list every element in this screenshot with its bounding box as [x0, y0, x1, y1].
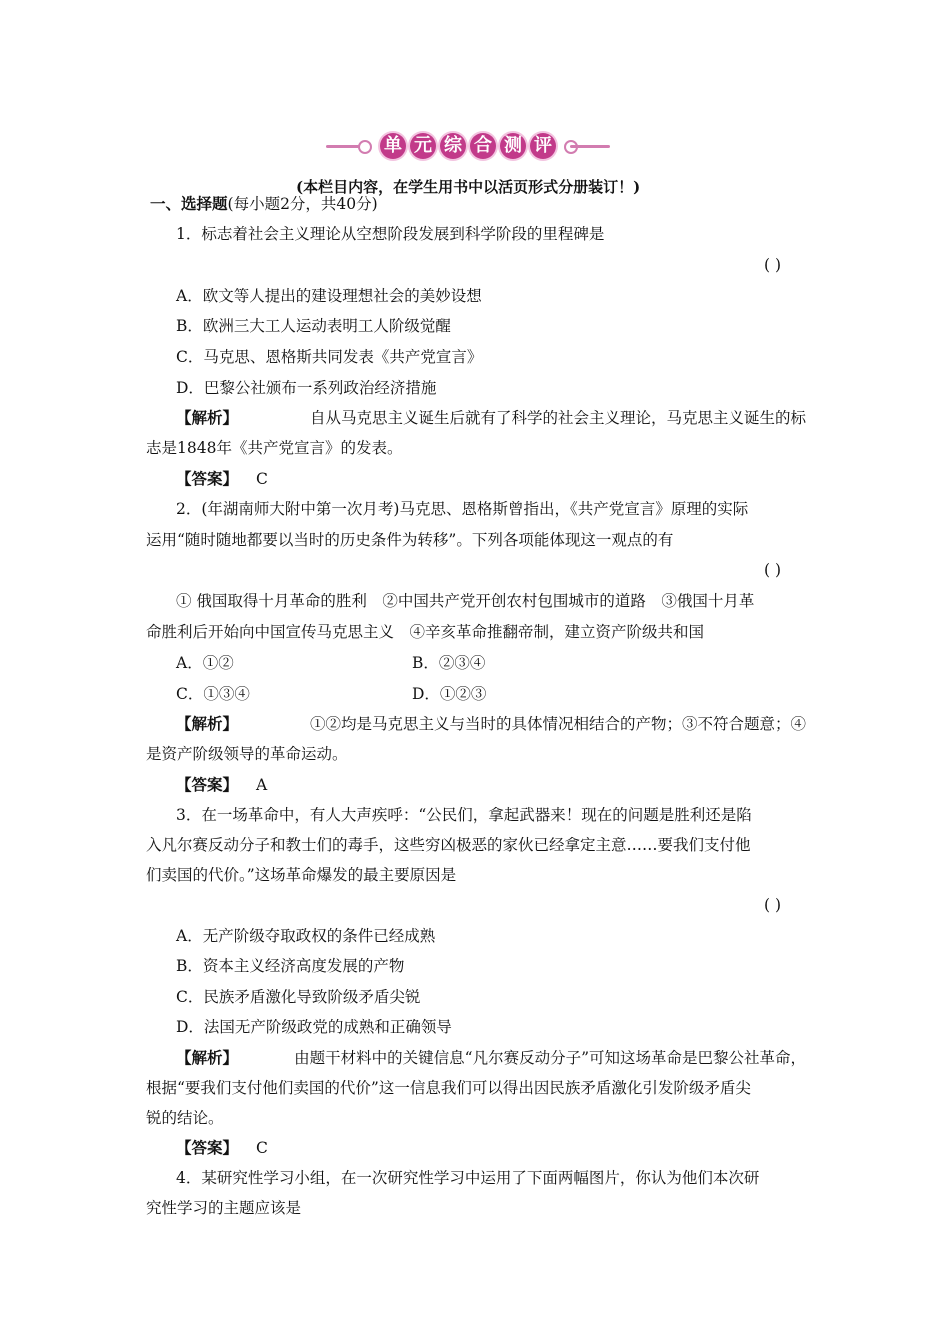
answer-label: 【答案】: [176, 775, 239, 794]
q2-stem-line-1: 2．(年湖南师大附中第一次月考)马克思、恩格斯曾指出，《共产党宣言》原理的实际: [176, 500, 749, 518]
q3-option-b: B．资本主义经济高度发展的产物: [176, 957, 405, 975]
q4-stem-line-2: 究性学习的主题应该是: [146, 1199, 302, 1217]
banner-char: 评: [530, 133, 556, 159]
answer-label: 【答案】: [176, 469, 239, 488]
banner-char: 元: [410, 133, 436, 159]
q3-stem-line-2: 入凡尔赛反动分子和教士们的毒手，这些穷凶极恶的家伙已经拿定主意……要我们支付他: [146, 836, 751, 854]
q3-stem-line-3: 们卖国的代价。”这场革命爆发的最主要原因是: [146, 866, 457, 884]
q3-option-c: C．民族矛盾激化导致阶级矛盾尖锐: [176, 988, 421, 1006]
q2-option-b: B．②③④: [412, 654, 486, 672]
unit-test-banner: [318, 128, 618, 164]
section-heading: [150, 194, 378, 214]
section-title: 一、选择题: [150, 194, 228, 213]
q2-items-line-1: ① 俄国取得十月革命的胜利 ②中国共产党开创农村包围城市的道路 ③俄国十月革: [176, 592, 755, 610]
analysis-label: 【解析】: [176, 1048, 239, 1067]
q2-stem-line-2: 运用“随时随地都要以当时的历史条件为转移”。下列各项能体现这一观点的有: [146, 531, 674, 549]
answer-label: 【答案】: [176, 1138, 239, 1157]
q2-option-c: C．①③④: [176, 685, 250, 703]
q1-analysis-line-2: 志是1848年《共产党宣言》的发表。: [146, 439, 403, 457]
subtitle-note: (本栏目内容，在学生用书中以活页形式分册装订！): [296, 178, 641, 196]
banner-char: 单: [380, 133, 406, 159]
q3-answer: [176, 1138, 268, 1158]
q1-option-d: D．巴黎公社颁布一系列政治经济措施: [176, 379, 437, 397]
q3-answer-blank: ( ): [764, 896, 782, 914]
q4-stem-line-1: 4．某研究性学习小组，在一次研究性学习中运用了下面两幅图片，你认为他们本次研: [176, 1169, 760, 1187]
banner-char: 合: [470, 133, 496, 159]
q3-answer-value: C: [256, 1139, 268, 1157]
q1-answer-value: C: [256, 470, 268, 488]
q2-analysis-text: ①②均是马克思主义与当时的具体情况相结合的产物；③不符合题意；④: [309, 715, 806, 733]
q2-option-d: D．①②③: [412, 685, 487, 703]
q3-analysis-text: 由题干材料中的关键信息“凡尔赛反动分子”可知这场革命是巴黎公社革命，: [294, 1049, 806, 1067]
analysis-label: 【解析】: [176, 714, 239, 733]
q1-stem: 1．标志着社会主义理论从空想阶段发展到科学阶段的里程碑是: [176, 225, 605, 243]
q2-answer-blank: ( ): [764, 561, 782, 579]
q2-analysis-line-1: [176, 714, 806, 734]
q2-answer-value: A: [256, 776, 268, 794]
q3-option-d: D．法国无产阶级政党的成熟和正确领导: [176, 1018, 452, 1036]
q1-answer-blank: ( ): [764, 256, 782, 274]
q3-stem-line-1: 3．在一场革命中，有人大声疾呼：“公民们，拿起武器来！现在的问题是胜利还是陷: [176, 806, 752, 824]
q1-option-a: A．欧文等人提出的建设理想社会的美妙设想: [176, 287, 482, 305]
q2-option-a: A．①②: [176, 654, 234, 672]
q1-option-b: B．欧洲三大工人运动表明工人阶级觉醒: [176, 317, 451, 335]
banner-char: 综: [440, 133, 466, 159]
q3-analysis-line-1: [176, 1048, 806, 1068]
q2-answer: [176, 775, 267, 795]
q3-option-a: A．无产阶级夺取政权的条件已经成熟: [176, 927, 436, 945]
analysis-label: 【解析】: [176, 408, 239, 427]
banner-ornament-left: [358, 140, 372, 154]
section-note: (每小题2分，共40分): [227, 195, 378, 213]
banner-char: 测: [500, 133, 526, 159]
q1-option-c: C．马克思、恩格斯共同发表《共产党宣言》: [176, 348, 483, 366]
q1-answer: [176, 469, 268, 489]
q1-analysis-text: 自从马克思主义诞生后就有了科学的社会主义理论，马克思主义诞生的标: [309, 409, 806, 427]
q1-analysis-line-1: [176, 408, 806, 428]
q3-analysis-line-2: 根据“要我们支付他们卖国的代价”这一信息我们可以得出因民族矛盾激化引发阶级矛盾尖: [146, 1079, 751, 1097]
banner-line-right: [570, 145, 610, 148]
q3-analysis-line-3: 锐的结论。: [146, 1109, 224, 1127]
banner-title: [380, 131, 556, 161]
q2-analysis-line-2: 是资产阶级领导的革命运动。: [146, 745, 348, 763]
q2-items-line-2: 命胜利后开始向中国宣传马克思主义 ④辛亥革命推翻帝制，建立资产阶级共和国: [146, 623, 705, 641]
